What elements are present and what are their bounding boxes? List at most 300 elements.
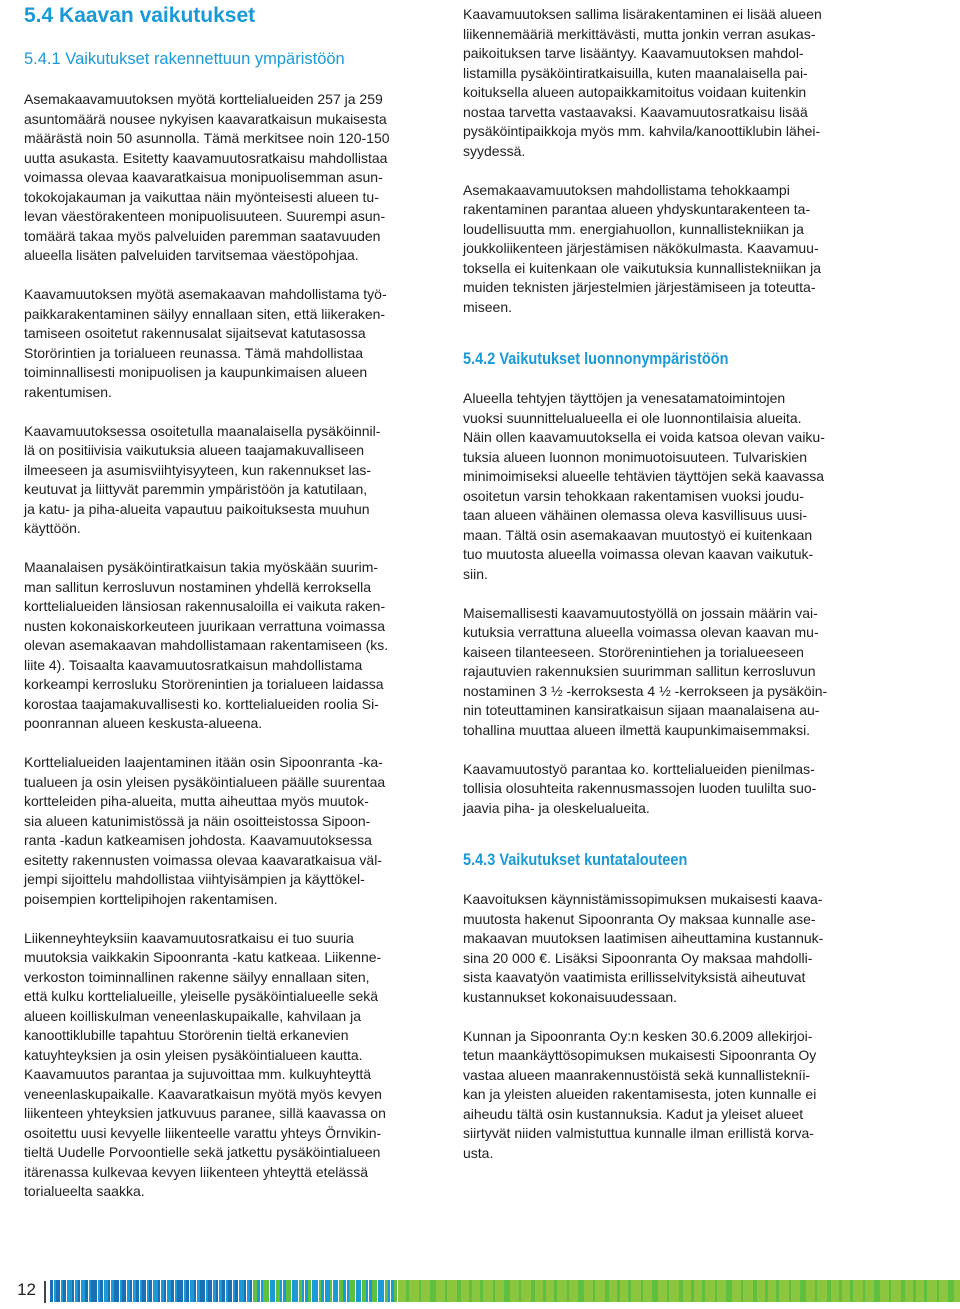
page-heading: 5.4 Kaavan vaikutukset [24, 4, 256, 27]
footer-bar-strip [512, 1280, 515, 1302]
text-line: osoitetun varsin tehokkaan rakentamisen vuoksi joudu- [463, 487, 804, 504]
footer-bar-strip [428, 1280, 430, 1302]
text-line: tualueen ja osin yleisen pysäköintialueen päälle suurentaa [24, 773, 386, 790]
footer-bar-strip [869, 1280, 872, 1302]
text-line: jaavia piha- ja oleskelualueita. [463, 799, 650, 816]
footer-bar-strip [885, 1280, 889, 1302]
footer-bar-strip [918, 1280, 922, 1302]
footer-bar-strip [795, 1280, 798, 1302]
footer-bar-strip [605, 1280, 609, 1302]
footer-bar-strip [339, 1280, 343, 1302]
footer-bar-strip [419, 1280, 421, 1302]
footer-bar-strip [483, 1280, 488, 1302]
footer-bar-strip [770, 1280, 774, 1302]
footer-bar-strip [741, 1280, 743, 1302]
text-line: kortteleiden piha-alueita, mutta aiheuttaa myös muutok- [24, 793, 369, 809]
footer-bar-strip [913, 1280, 916, 1302]
footer-bar-strip [774, 1280, 776, 1302]
footer-bar-strip [762, 1280, 765, 1302]
text-line: käyttöön. [24, 520, 81, 536]
footer-bar-strip [250, 1280, 252, 1302]
footer-bar-strip [515, 1280, 519, 1302]
footer-bar-strip [247, 1280, 250, 1302]
footer-bar-strip [603, 1280, 605, 1302]
footer-bar-strip [488, 1280, 490, 1302]
text-line: veneenlaskupaikalle. Kaavaratkaisun myötä myös kevyen [24, 1085, 382, 1102]
footer-bar-strip [330, 1280, 332, 1302]
text-line: esitetty rakennusten voimassa olevaa kaavaratkaisua väl- [24, 851, 382, 868]
footer-bar-strip [586, 1280, 589, 1302]
footer-bar-strip [208, 1280, 212, 1302]
text-line: miseen. [463, 298, 513, 315]
text-line: nostaa tarvetta vastaavaksi. Kaavamuutosratkaisu lisää [463, 103, 808, 120]
footer-bar-strip [142, 1280, 146, 1302]
footer-bar-strip [595, 1280, 598, 1302]
footer-bar-strip [768, 1280, 770, 1302]
text-line: muutosta hakenut Sipoonranta Oy maksaa kunnalle ase- [463, 910, 816, 927]
footer-bar-strip [842, 1280, 844, 1302]
footer-bar-strip [934, 1280, 937, 1302]
footer-bar-strip [398, 1280, 400, 1302]
footer-bar-strip [850, 1280, 853, 1302]
footer-bar-strip [548, 1280, 552, 1302]
footer-bar-strip [184, 1280, 186, 1302]
text-line: sia alueen katunimistössä ja näin osoitteistossa Sipoon- [24, 812, 371, 829]
footer-bar-strip [270, 1280, 272, 1302]
footer-bar-strip [798, 1280, 800, 1302]
text-line: Kaavamuutostyö parantaa ko. korttelialueiden pienilmas- [463, 760, 815, 777]
footer-bar-strip [111, 1280, 114, 1302]
footer-bar-strip [167, 1280, 171, 1302]
footer-bar-strip [694, 1280, 696, 1302]
text-line: ja katu- ja piha-alueita vapautuu paikoituksesta muuhun [24, 500, 370, 517]
footer-bar-strip [257, 1280, 260, 1302]
footer-bar-strip [372, 1280, 377, 1302]
text-line: kan ja yleisten alueiden rakentamisesta, joten kunnalle ei [463, 1086, 817, 1102]
footer-bar-strip [414, 1280, 416, 1302]
footer-bar-strip [495, 1280, 499, 1302]
footer-bar-strip [894, 1280, 899, 1302]
text-line: Kaavamuutos parantaa ja sujuvoittaa mm. kulkuyhteyttä [24, 1066, 372, 1082]
footer-bar-strip [882, 1280, 885, 1302]
footer-bar-strip [200, 1280, 205, 1302]
footer-bar-strip [567, 1280, 569, 1302]
footer-bar-strip [672, 1280, 677, 1302]
footer-bar-strip [276, 1280, 280, 1302]
footer-bar-strip [286, 1280, 291, 1302]
footer-bar-strip [239, 1280, 244, 1302]
footer-bar-strip [786, 1280, 789, 1302]
left-text-flow [24, 90, 424, 1202]
footer-color-bar [0, 1268, 960, 1309]
right-text-flow-c [463, 890, 863, 1163]
footer-bar-strip [593, 1280, 595, 1302]
footer-bar-strip [502, 1280, 504, 1302]
footer-bar-strip [400, 1280, 404, 1302]
footer-bar-strip [865, 1280, 869, 1302]
paragraph [24, 90, 424, 266]
footer-bar-strip [765, 1280, 768, 1302]
section-title-natural-environment: 5.4.2 Vaikutukset luonnonympäristöön [463, 350, 729, 368]
footer-bar-strip [78, 1280, 80, 1302]
footer-bar-strip [72, 1280, 74, 1302]
text-line: paikoituksen tarve lisääntyy. Kaavamuutoksen mahdol- [463, 45, 804, 61]
text-line: aiheudu tältä osin kustannuksia. Kadut ja yleiset alueet [463, 1105, 804, 1122]
footer-bar-strip [366, 1280, 368, 1302]
footer-bar-strip [806, 1280, 808, 1302]
text-line: tokokojakauman ja vaikuttaa näin myönteisesti alueen tu- [24, 188, 379, 205]
footer-bar-strip [827, 1280, 831, 1302]
footer-bar-strip [598, 1280, 603, 1302]
footer-bar-strip [319, 1280, 321, 1302]
footer-bar-strip [114, 1280, 119, 1302]
footer-bar-strip [164, 1280, 166, 1302]
text-line: pysäköintipaikkoja myös mm. kahvila/kanoottiklubin lähei- [463, 123, 821, 139]
footer-bar-strip [641, 1280, 643, 1302]
footer-bar-strip [948, 1280, 954, 1302]
paragraph [24, 422, 424, 539]
footer-bar-strip [631, 1280, 636, 1302]
footer-bar-strip [927, 1280, 932, 1302]
footer-bar-strip [469, 1280, 472, 1302]
footer-bar-strip [839, 1280, 842, 1302]
text-line: siin. [463, 565, 488, 582]
footer-bar-strip [815, 1280, 817, 1302]
text-line: listamilla pysäköintiratkaisuilla, kuten maanalaisella pai- [463, 64, 808, 81]
footer-bar-strip [302, 1280, 304, 1302]
text-line: liikennemääriä merkittävästi, mutta jonkin verran asukas- [463, 25, 816, 42]
text-line: tohallina muuttaa alueen ilmettä kaupunkimaisemmaksi. [463, 721, 811, 738]
footer-bar-strip [688, 1280, 691, 1302]
text-line: jempi sijoittelu mahdollistaa viihtyisämpien ja käyttökel- [24, 871, 365, 887]
footer-bar-strip [691, 1280, 694, 1302]
footer-bar-strip [686, 1280, 688, 1302]
text-line: tuksia alueen luonnon monimuotoisuuteen. Tulvariskien [463, 448, 807, 465]
footer-bar-strip [394, 1280, 397, 1302]
footer-bar-strip [464, 1280, 466, 1302]
footer-bar-strip [50, 1280, 53, 1302]
text-line: paikkarakentaminen säilyy ennallaan siten, että liikeraken- [24, 305, 386, 322]
footer-bar-strip [576, 1280, 578, 1302]
footer-bar-strip [663, 1280, 667, 1302]
text-line: verkoston toiminnallinen rakenne säilyy ennallaan siten, [24, 968, 370, 985]
text-line: rajautuvien rakennuksien suurimman sallitun kerrosluvun [463, 663, 816, 679]
text-line: kanoottiklubille tapahtuu Storörenin tieltä erkanevien [24, 1027, 349, 1043]
text-line: korttelialueiden länsiosan rakennusaloilla ei vaikuta raken- [24, 598, 386, 614]
paragraph [463, 604, 863, 741]
footer-bar-strip [746, 1280, 751, 1302]
footer-bar-strip [679, 1280, 683, 1302]
footer-bar-strip [153, 1280, 158, 1302]
footer-bar-strip [356, 1280, 358, 1302]
footer-bar-strip [540, 1280, 543, 1302]
footer-bar-strip [617, 1280, 620, 1302]
footer-bar-strip [63, 1280, 66, 1302]
text-line: torialueelta saakka. [24, 1183, 145, 1199]
footer-bar-strip [531, 1280, 535, 1302]
text-line: että kulku korttelialueille, yleiselle pysäköintialueelle sekä [24, 988, 379, 1004]
text-line: Maisemallisesti kaavamuutostyöllä on jossain määrin vai- [463, 604, 818, 621]
footer-bar-strip [272, 1280, 275, 1302]
footer-bar-strip [524, 1280, 529, 1302]
paragraph [463, 760, 863, 819]
footer-bar-strip [573, 1280, 576, 1302]
footer-bar-strip [349, 1280, 355, 1302]
footer-bar-strip [831, 1280, 834, 1302]
text-line: usta. [463, 1144, 494, 1161]
footer-bar-strip [702, 1280, 705, 1302]
footer-bar-strip [538, 1280, 540, 1302]
footer-bar-strip [91, 1280, 97, 1302]
footer-bar-strip [358, 1280, 361, 1302]
footer-bar-strip [820, 1280, 825, 1302]
footer-bar-strip [75, 1280, 78, 1302]
footer-bar-strip [552, 1280, 554, 1302]
footer-bar-strip [937, 1280, 939, 1302]
footer-bar-strip [916, 1280, 918, 1302]
footer-bar-strip [127, 1280, 130, 1302]
footer-bar-strip [104, 1280, 108, 1302]
text-line: joukkoliikenteen järjestämisen näkökulmasta. Kaavamuu- [463, 240, 819, 256]
footer-bar-strip [710, 1280, 712, 1302]
footer-bar-strip [724, 1280, 726, 1302]
footer-bar-strip [421, 1280, 425, 1302]
footer-bar-strip [472, 1280, 474, 1302]
footer-bar-strip [652, 1280, 658, 1302]
footer-bar-strip [825, 1280, 827, 1302]
footer-bar-strip [889, 1280, 891, 1302]
footer-bar-strip [436, 1280, 438, 1302]
text-line: tuo muutosta alueella voimassa olevan kaavan vaikutuk- [463, 546, 814, 562]
footer-bar-strip [369, 1280, 372, 1302]
text-line: lä on positiivisia vaikutuksia alueen taajamakuvalliseen [24, 442, 365, 458]
footer-bar-strip [784, 1280, 786, 1302]
text-line: asuntomäärä nousee nykyisen kaavaratkaisun mukaisesta [24, 110, 387, 127]
paragraph [24, 929, 424, 1202]
paragraph [24, 558, 424, 734]
text-line: Kunnan ja Sipoonranta Oy:n kesken 30.6.2009 allekirjoi- [463, 1027, 813, 1044]
footer-bar-strip [943, 1280, 946, 1302]
text-line: kutuksia verrattuna alueella voimassa olevan kaavan mu- [463, 624, 819, 640]
text-line: Kaavamuutoksessa osoitetulla maanalaisella pysäköinnil- [24, 422, 381, 439]
text-line: koituksella alueen autopaikkamitoitus voidaan kuitenkin [463, 84, 807, 100]
text-line: syydessä. [463, 142, 526, 159]
text-line: liite 4). Toisaalta kaavamuutosratkaisun mahdollistama [24, 656, 363, 673]
text-line: Alueella tehtyjen täyttöjen ja venesatamatoimintojen [463, 390, 786, 406]
footer-bar-strip [222, 1280, 225, 1302]
footer-bar-strip [647, 1280, 650, 1302]
footer-bar-strip [447, 1280, 450, 1302]
footer-bar-strip [425, 1280, 428, 1302]
footer-bar-strip [219, 1280, 222, 1302]
text-line: tetun maankäyttösopimuksen mukaisesti Sipoonranta Oy [463, 1047, 817, 1063]
footer-bar-strip [910, 1280, 913, 1302]
footer-bar-strip [235, 1280, 238, 1302]
footer-bar-strip [461, 1280, 464, 1302]
footer-bar-strip [391, 1280, 394, 1302]
footer-bar-strip [705, 1280, 710, 1302]
footer-bar-strip [362, 1280, 366, 1302]
footer-bar-strip [848, 1280, 850, 1302]
footer-bar-strip [874, 1280, 880, 1302]
text-line: korkeampi kerrosluku Storörenintien ja torialueen laidassa [24, 676, 384, 692]
footer-bar-strip [562, 1280, 564, 1302]
text-line: nusten kokonaiskorkeuteen juurikaan verrattuna voimassa [24, 617, 386, 634]
footer-bar-strip [643, 1280, 647, 1302]
footer-bar-strip [658, 1280, 660, 1302]
text-line: tamiseen osoitetut rakennusalat sijaitsevat katutasossa [24, 325, 366, 341]
text-line: poisempien korttelipihojen rakentamisen. [24, 890, 278, 907]
footer-bar-strip [726, 1280, 732, 1302]
footer-bar-strip [294, 1280, 298, 1302]
footer-bar-strip [743, 1280, 746, 1302]
footer-bar-strip [280, 1280, 282, 1302]
footer-bar-strip [535, 1280, 538, 1302]
section-title-built-environment: 5.4.1 Vaikutukset rakennettuun ympäristöön [24, 50, 345, 68]
footer-bar-strip [312, 1280, 314, 1302]
footer-bar-strip [206, 1280, 208, 1302]
footer-bar-strip [880, 1280, 882, 1302]
footer-bar-strip [932, 1280, 934, 1302]
text-line: muutoksia vaikkakin Sipoonranta -katu katkeaa. Liikenne- [24, 949, 382, 965]
footer-bar-strip [130, 1280, 132, 1302]
footer-bar-strip [636, 1280, 638, 1302]
footer-bar-strip [136, 1280, 139, 1302]
footer-bar-strip [557, 1280, 562, 1302]
footer-bar-strip [872, 1280, 874, 1302]
text-line: levan väestörakenteen monipuolisuuteen. Suurempi asun- [24, 208, 386, 224]
footer-bar-strip [569, 1280, 573, 1302]
footer-bar-strip [308, 1280, 311, 1302]
footer-bar-strip [108, 1280, 110, 1302]
footer-bar-strip [98, 1280, 100, 1302]
footer-bar-strip [409, 1280, 414, 1302]
footer-bar-strip [760, 1280, 762, 1302]
footer-bar-strip [253, 1280, 257, 1302]
text-line: Maanalaisen pysäköintiratkaisun takia myöskään suurim- [24, 559, 379, 575]
text-line: taan alueen vähäinen olemassa oleva kasvillisuus uusi- [463, 507, 807, 523]
footer-bar-strip [314, 1280, 318, 1302]
paragraph [463, 5, 863, 161]
footer-bar-strip [891, 1280, 894, 1302]
footer-bar-strip [292, 1280, 294, 1302]
footer-bar-strip [504, 1280, 510, 1302]
footer-bar-strip [737, 1280, 741, 1302]
footer-bar-strip [683, 1280, 686, 1302]
footer-bar-strip [924, 1280, 927, 1302]
footer-bar-strip [700, 1280, 702, 1302]
footer-bar-strip [620, 1280, 622, 1302]
footer-bar-strip [263, 1280, 269, 1302]
text-line: sina 20 000 €. Lisäksi Sipoonranta Oy maksaa mahdolli- [463, 949, 813, 966]
text-line: Liikenneyhteyksiin kaavamuutosratkaisu ei tuo suuria [24, 929, 354, 946]
text-line: Asemakaavamuutoksen myötä korttelialueiden 257 ja 259 [24, 91, 383, 107]
footer-bar-strip [612, 1280, 614, 1302]
footer-bar-strip [54, 1280, 56, 1302]
text-line: nin toteuttaminen kansiratkaisun sijaan maanalaisena au- [463, 702, 820, 718]
footer-bar-strip [493, 1280, 495, 1302]
footer-bar-strip [817, 1280, 820, 1302]
text-line: sista kaavatyön vaatimista erillisselvityksistä aiheutuvat [463, 969, 806, 985]
paragraph [24, 753, 424, 909]
footer-bar-strip [186, 1280, 189, 1302]
footer-bar-strip [190, 1280, 194, 1302]
footer-bar-strip [455, 1280, 457, 1302]
footer-bar-strip [712, 1280, 715, 1302]
footer-bar-strip [521, 1280, 524, 1302]
footer-bar-strip [554, 1280, 557, 1302]
text-line: osoitettu uusi kevyelle liikenteelle varattu yhteys Örnvikin- [24, 1124, 382, 1141]
footer-bar-strip [614, 1280, 617, 1302]
text-line: tollisia olosuhteita rakennusmassojen luoden tuulilta suo- [463, 780, 817, 796]
footer-bar-strip [430, 1280, 436, 1302]
footer-bar-strip [120, 1280, 122, 1302]
footer-bar-strip [299, 1280, 302, 1302]
text-line: katuyhteyksien ja osin yleisen pysäköintialueen kautta. [24, 1046, 363, 1063]
text-line: itärenassa kulkevaa kevyen liikenteen yhteyttä etelässä [24, 1163, 368, 1180]
footer-bar-strip [466, 1280, 469, 1302]
text-line: voimassa olevaa kaavaratkaisua monipuolisemman asun- [24, 169, 383, 185]
footer-bar-strip [321, 1280, 324, 1302]
footer-bar-strip [233, 1280, 235, 1302]
footer-bar-strip [589, 1280, 593, 1302]
footer-bar-strip [860, 1280, 863, 1302]
footer-bar-strip [441, 1280, 445, 1302]
paragraph [463, 181, 863, 318]
footer-bar-strip [228, 1280, 232, 1302]
text-line: kustannukset kokonaisuudessaan. [463, 988, 678, 1005]
footer-bar-strip [626, 1280, 628, 1302]
footer-bar-strip [946, 1280, 948, 1302]
footer-bar-strip [388, 1280, 390, 1302]
footer-bar-strip [834, 1280, 836, 1302]
paragraph [463, 389, 863, 584]
footer-bar-strip [175, 1280, 177, 1302]
footer-bar-strip [149, 1280, 152, 1302]
text-line: tieltä Uudelle Porvoontielle sekä jatkettu pysäköintialueen [24, 1144, 381, 1160]
footer-bar-strip [171, 1280, 174, 1302]
footer-bar-strip [450, 1280, 455, 1302]
footer-bar-strip [325, 1280, 330, 1302]
footer-bar-strip [776, 1280, 779, 1302]
text-line: poonrannan alueen keskusta-alueena. [24, 715, 263, 731]
text-line: alueen koilliskulman veneenlaskupaikalle, kahvilaan ja [24, 1007, 361, 1024]
footer-bar-strip [474, 1280, 478, 1302]
text-line: tomäärä takaa myös palveluiden paremman saatavuuden [24, 227, 381, 244]
footer-bar-strip [194, 1280, 196, 1302]
text-line: rakentumisen. [24, 383, 112, 400]
text-line: loudellisuutta mm. energiahuollon, kunnallistekniikan ja [463, 220, 804, 237]
footer-bar-strip [89, 1280, 91, 1302]
footer-bar-strip [133, 1280, 136, 1302]
footer-bar-strip [546, 1280, 548, 1302]
footer-bar-strip [734, 1280, 737, 1302]
footer-bar-strip [543, 1280, 546, 1302]
footer-bar-strip [732, 1280, 734, 1302]
footer-bar-strip [406, 1280, 409, 1302]
footer-bar-strip [808, 1280, 811, 1302]
text-line: ranta -kadun katkeamisen johdosta. Kaavamuutoksessa [24, 832, 372, 848]
footer-bar-strip [677, 1280, 679, 1302]
footer-bar-strip [905, 1280, 908, 1302]
footer-bar-strip [564, 1280, 567, 1302]
footer-bar-strip [122, 1280, 126, 1302]
footer-bar-strip [333, 1280, 336, 1302]
paragraph [463, 890, 863, 1007]
text-line: kaiseen tilanteeseen. Storörenintiehen ja torialueeseen [463, 643, 804, 660]
text-line: Kaavoituksen käynnistämissopimuksen mukaisesti kaava- [463, 891, 823, 907]
footer-bar-strip [858, 1280, 860, 1302]
